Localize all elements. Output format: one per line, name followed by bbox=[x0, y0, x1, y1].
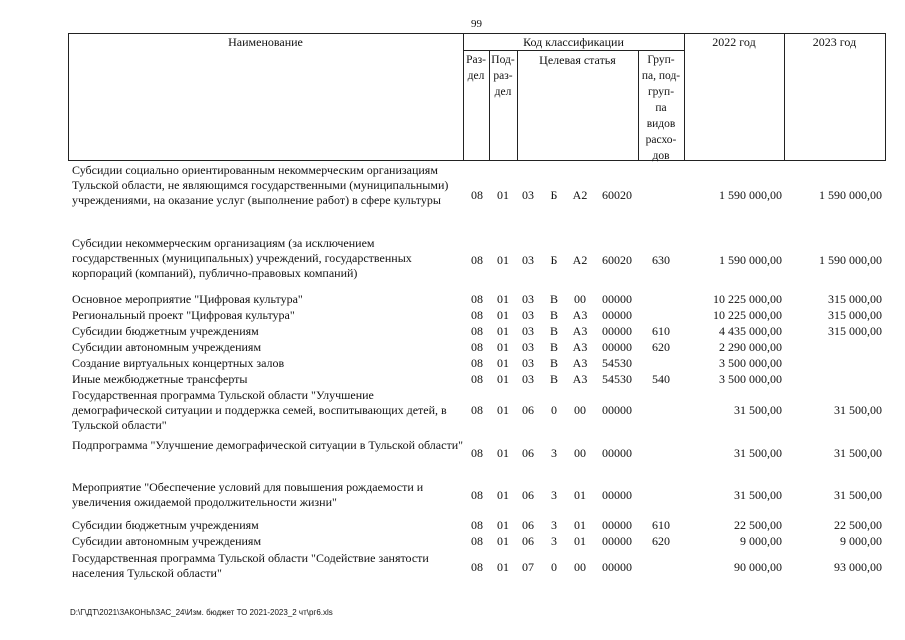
header-target: Целевая статья bbox=[539, 53, 616, 67]
amount-2022-cell: 9 000,00 bbox=[740, 534, 782, 548]
group-cell: 630 bbox=[652, 253, 670, 267]
target-part2-cell: Б bbox=[550, 188, 558, 202]
amount-2022-cell: 10 225 000,00 bbox=[713, 308, 782, 322]
amount-2023-cell: 1 590 000,00 bbox=[819, 253, 882, 267]
row-name: Субсидии автономным учреждениям bbox=[72, 340, 262, 354]
target-part2-cell: 0 bbox=[551, 403, 557, 417]
podrazdel-cell: 01 bbox=[497, 356, 509, 370]
amount-2022-cell: 4 435 000,00 bbox=[719, 324, 782, 338]
razdel-cell: 08 bbox=[471, 340, 483, 354]
row-name: Субсидии автономным учреждениям bbox=[72, 534, 262, 548]
razdel-cell: 08 bbox=[471, 324, 483, 338]
razdel-cell: 08 bbox=[471, 518, 483, 532]
amount-2023-cell: 31 500,00 bbox=[834, 403, 882, 417]
target-part1-cell: 03 bbox=[522, 356, 534, 370]
target-part3-cell: А3 bbox=[572, 372, 588, 386]
target-part3-cell: А3 bbox=[572, 340, 588, 354]
target-part3-cell: 01 bbox=[574, 488, 586, 502]
row-name: Субсидии бюджетным учреждениям bbox=[72, 518, 259, 532]
amount-2023-cell: 1 590 000,00 bbox=[819, 188, 882, 202]
amount-2022-cell: 2 290 000,00 bbox=[719, 340, 782, 354]
amount-2023-cell: 31 500,00 bbox=[834, 446, 882, 460]
razdel-cell: 08 bbox=[471, 403, 483, 417]
header-2023: 2023 год bbox=[812, 35, 857, 49]
row-name: Иные межбюджетные трансферты bbox=[72, 372, 248, 386]
amount-2023-cell: 315 000,00 bbox=[828, 308, 882, 322]
target-part2-cell: В bbox=[549, 372, 558, 386]
header-podrazdel: Под- раз- дел bbox=[491, 54, 515, 98]
target-part2-cell: В bbox=[549, 308, 558, 322]
target-part3-cell: 01 bbox=[574, 534, 586, 548]
group-cell: 620 bbox=[652, 340, 670, 354]
razdel-cell: 08 bbox=[471, 372, 483, 386]
group-cell: 610 bbox=[652, 518, 670, 532]
podrazdel-cell: 01 bbox=[497, 340, 509, 354]
amount-2022-cell: 3 500 000,00 bbox=[719, 356, 782, 370]
target-part4-cell: 00000 bbox=[602, 534, 632, 548]
header-2022: 2022 год bbox=[712, 35, 756, 49]
amount-2022-cell: 1 590 000,00 bbox=[719, 253, 782, 267]
razdel-cell: 08 bbox=[471, 534, 483, 548]
row-name: Региональный проект "Цифровая культура" bbox=[72, 308, 295, 322]
amount-2022-cell: 31 500,00 bbox=[734, 403, 782, 417]
target-part4-cell: 00000 bbox=[602, 518, 632, 532]
razdel-cell: 08 bbox=[471, 253, 483, 267]
target-part4-cell: 00000 bbox=[602, 488, 632, 502]
row-name: Создание виртуальных концертных залов bbox=[72, 356, 285, 370]
target-part1-cell: 06 bbox=[522, 534, 534, 548]
podrazdel-cell: 01 bbox=[497, 324, 509, 338]
target-part1-cell: 03 bbox=[522, 340, 534, 354]
amount-2022-cell: 1 590 000,00 bbox=[719, 188, 782, 202]
target-part2-cell: 3 bbox=[551, 446, 557, 460]
target-part4-cell: 60020 bbox=[602, 253, 632, 267]
target-part3-cell: 00 bbox=[574, 403, 586, 417]
razdel-cell: 08 bbox=[471, 446, 483, 460]
row-name: Мероприятие "Обеспечение условий для повышения рождаемости и увеличения ожидаемой продолжительности жизни" bbox=[72, 480, 424, 509]
amount-2022-cell: 22 500,00 bbox=[734, 518, 782, 532]
target-part4-cell: 00000 bbox=[602, 308, 632, 322]
amount-2023-cell: 31 500,00 bbox=[834, 488, 882, 502]
target-part4-cell: 00000 bbox=[602, 324, 632, 338]
podrazdel-cell: 01 bbox=[497, 253, 509, 267]
podrazdel-cell: 01 bbox=[497, 446, 509, 460]
target-part1-cell: 03 bbox=[522, 308, 534, 322]
target-part4-cell: 00000 bbox=[602, 292, 632, 306]
group-cell: 610 bbox=[652, 324, 670, 338]
target-part2-cell: 0 bbox=[551, 560, 557, 574]
target-part3-cell: А3 bbox=[572, 324, 588, 338]
razdel-cell: 08 bbox=[471, 308, 483, 322]
target-part2-cell: 3 bbox=[551, 518, 557, 532]
target-part4-cell: 00000 bbox=[602, 446, 632, 460]
amount-2022-cell: 3 500 000,00 bbox=[719, 372, 782, 386]
amount-2023-cell: 315 000,00 bbox=[828, 324, 882, 338]
row-name: Основное мероприятие "Цифровая культура" bbox=[72, 292, 303, 306]
podrazdel-cell: 01 bbox=[497, 292, 509, 306]
row-name: Государственная программа Тульской области "Улучшение демографической ситуации и поддержка семей, воспитывающих детей, в Тульской области" bbox=[72, 388, 447, 432]
amount-2023-cell: 315 000,00 bbox=[828, 292, 882, 306]
target-part1-cell: 06 bbox=[522, 446, 534, 460]
target-part1-cell: 03 bbox=[522, 188, 534, 202]
target-part4-cell: 54530 bbox=[602, 372, 632, 386]
group-cell: 620 bbox=[652, 534, 670, 548]
row-name: Субсидии социально ориентированным некоммерческим организациям Тульской области, не являющимся государственными (муниципальными) учреждениями, на оказание услуг (выполнение работ) в сфере культуры bbox=[72, 163, 449, 207]
amount-2023-cell: 93 000,00 bbox=[834, 560, 882, 574]
target-part1-cell: 03 bbox=[522, 292, 534, 306]
target-part3-cell: 00 bbox=[574, 292, 586, 306]
target-part2-cell: В bbox=[549, 356, 558, 370]
podrazdel-cell: 01 bbox=[497, 518, 509, 532]
header-razdel: Раз- дел bbox=[466, 54, 486, 82]
amount-2023-cell: 9 000,00 bbox=[840, 534, 882, 548]
podrazdel-cell: 01 bbox=[497, 188, 509, 202]
podrazdel-cell: 01 bbox=[497, 534, 509, 548]
group-cell: 540 bbox=[652, 372, 670, 386]
target-part3-cell: А3 bbox=[572, 308, 588, 322]
target-part1-cell: 06 bbox=[522, 518, 534, 532]
target-part1-cell: 03 bbox=[522, 372, 534, 386]
page-number: 99 bbox=[471, 18, 482, 30]
target-part4-cell: 54530 bbox=[602, 356, 632, 370]
target-part3-cell: А2 bbox=[572, 253, 588, 267]
target-part3-cell: А3 bbox=[572, 356, 588, 370]
podrazdel-cell: 01 bbox=[497, 403, 509, 417]
target-part2-cell: 3 bbox=[551, 534, 557, 548]
target-part2-cell: В bbox=[549, 292, 558, 306]
amount-2022-cell: 31 500,00 bbox=[734, 446, 782, 460]
target-part1-cell: 06 bbox=[522, 488, 534, 502]
razdel-cell: 08 bbox=[471, 560, 483, 574]
target-part3-cell: 00 bbox=[574, 446, 586, 460]
razdel-cell: 08 bbox=[471, 488, 483, 502]
target-part3-cell: 00 bbox=[574, 560, 586, 574]
header-code: Код классификации bbox=[523, 35, 624, 49]
target-part1-cell: 06 bbox=[522, 403, 534, 417]
header-name: Наименование bbox=[228, 35, 303, 49]
target-part4-cell: 60020 bbox=[602, 188, 632, 202]
row-name: Субсидии бюджетным учреждениям bbox=[72, 324, 259, 338]
file-path-footer: D:\Г\ДТ\2021\ЗАКОНЫ\ЗАС_24\Изм. бюджет ТО 2021-2023_2 чт\рг6.xls bbox=[70, 608, 333, 617]
amount-2023-cell: 22 500,00 bbox=[834, 518, 882, 532]
header-group: Груп- па, под- груп- па видов расхо- дов bbox=[641, 54, 681, 162]
target-part2-cell: 3 bbox=[551, 488, 557, 502]
target-part4-cell: 00000 bbox=[602, 340, 632, 354]
podrazdel-cell: 01 bbox=[497, 488, 509, 502]
razdel-cell: 08 bbox=[471, 188, 483, 202]
amount-2022-cell: 31 500,00 bbox=[734, 488, 782, 502]
target-part2-cell: Б bbox=[550, 253, 558, 267]
target-part4-cell: 00000 bbox=[602, 560, 632, 574]
razdel-cell: 08 bbox=[471, 356, 483, 370]
target-part1-cell: 03 bbox=[522, 253, 534, 267]
podrazdel-cell: 01 bbox=[497, 560, 509, 574]
target-part1-cell: 03 bbox=[522, 324, 534, 338]
target-part3-cell: 01 bbox=[574, 518, 586, 532]
row-name: Субсидии некоммерческим организациям (за исключением государственных (муниципальных) учреждений, государственных корпораций (компаний), публично-правовых компаний) bbox=[72, 236, 412, 280]
podrazdel-cell: 01 bbox=[497, 308, 509, 322]
razdel-cell: 08 bbox=[471, 292, 483, 306]
amount-2022-cell: 10 225 000,00 bbox=[713, 292, 782, 306]
row-name: Государственная программа Тульской области "Содействие занятости населения Тульской области" bbox=[72, 551, 429, 580]
target-part2-cell: В bbox=[549, 324, 558, 338]
target-part4-cell: 00000 bbox=[602, 403, 632, 417]
target-part2-cell: В bbox=[549, 340, 558, 354]
podrazdel-cell: 01 bbox=[497, 372, 509, 386]
target-part1-cell: 07 bbox=[522, 560, 534, 574]
amount-2022-cell: 90 000,00 bbox=[734, 560, 782, 574]
target-part3-cell: А2 bbox=[572, 188, 588, 202]
row-name: Подпрограмма "Улучшение демографической ситуации в Тульской области" bbox=[72, 438, 464, 452]
